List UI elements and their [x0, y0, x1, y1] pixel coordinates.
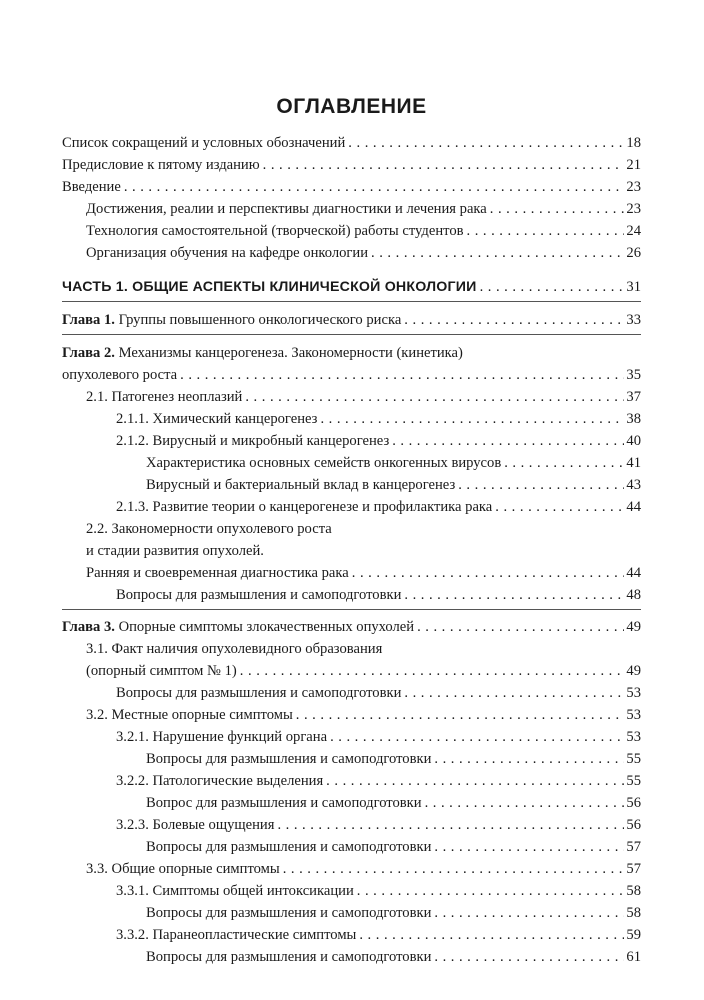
- page-number: 21: [626, 157, 641, 173]
- toc-entry-questions-3-2-3[interactable]: Вопросы для размышления и самоподготовки . . . 57: [146, 836, 641, 858]
- toc-heading: ОГЛАВЛЕНИЕ: [276, 95, 427, 118]
- toc-entry-3-3-2[interactable]: 3.3.2. Паранеопластические симптомы . . . 59: [116, 924, 641, 946]
- toc-entry-chapter-2[interactable]: опухолевого роста . . . 35: [62, 364, 641, 386]
- toc-entry-questions-3-3-1[interactable]: Вопросы для размышления и самоподготовки . . . 58: [146, 902, 641, 924]
- toc-entry-2-1[interactable]: 2.1. Патогенез неоплазий . . . 37: [86, 386, 641, 408]
- page-number: 57: [626, 839, 641, 855]
- toc-entry-chapter-2-title[interactable]: Глава 2. Механизмы канцерогенеза. Закономерности (кинетика): [62, 345, 463, 361]
- toc-entry-2-2[interactable]: Ранняя и своевременная диагностика рака . . . 44: [86, 562, 641, 584]
- page-number: 43: [626, 477, 641, 493]
- leader-dots: [504, 452, 624, 474]
- page-number: 58: [626, 883, 641, 899]
- toc-entry-technology[interactable]: Технология самостоятельной (творческой) работы студентов . . . 24: [86, 220, 641, 242]
- toc-entry-3-1[interactable]: (опорный симптом № 1) . . . 49: [86, 660, 641, 682]
- page-number: 44: [626, 565, 641, 581]
- page-number: 33: [626, 312, 641, 328]
- page-number: 49: [626, 663, 641, 679]
- leader-dots: [467, 220, 625, 242]
- toc-entry-questions-2[interactable]: Вопросы для размышления и самоподготовки . . . 48: [116, 584, 641, 606]
- page-number: 37: [626, 389, 641, 405]
- toc-entry-2-1-2-a[interactable]: Характеристика основных семейств онкогенных вирусов . . . 41: [146, 452, 641, 474]
- leader-dots: [434, 946, 624, 968]
- toc-entry-3-2-1[interactable]: 3.2.1. Нарушение функций органа . . . 53: [116, 726, 641, 748]
- divider: [62, 334, 641, 335]
- leader-dots: [359, 924, 624, 946]
- page-number: 49: [626, 619, 641, 635]
- page-number: 55: [626, 751, 641, 767]
- page-number: 40: [626, 433, 641, 449]
- page-number: 53: [626, 685, 641, 701]
- page-number: 48: [626, 587, 641, 603]
- leader-dots: [283, 858, 625, 880]
- toc-entry-3-1-title[interactable]: 3.1. Факт наличия опухолевидного образования: [86, 641, 383, 657]
- page-number: 55: [626, 773, 641, 789]
- leader-dots: [320, 408, 624, 430]
- page-number: 56: [626, 795, 641, 811]
- page-number: 31: [626, 279, 641, 295]
- toc-entry-2-1-2[interactable]: 2.1.2. Вирусный и микробный канцерогенез . . . 40: [116, 430, 641, 452]
- toc-entry-questions-3-3-2[interactable]: Вопросы для размышления и самоподготовки . . . 61: [146, 946, 641, 968]
- leader-dots: [490, 198, 625, 220]
- leader-dots: [417, 616, 624, 638]
- leader-dots: [495, 496, 624, 518]
- divider: [62, 609, 641, 610]
- leader-dots: [245, 386, 624, 408]
- leader-dots: [348, 132, 624, 154]
- leader-dots: [392, 430, 624, 452]
- page-number: 41: [626, 455, 641, 471]
- chapter-label: Глава 2.: [62, 345, 115, 361]
- leader-dots: [180, 364, 624, 386]
- leader-dots: [458, 474, 624, 496]
- leader-dots: [404, 309, 624, 331]
- leader-dots: [277, 814, 624, 836]
- chapter-label: Глава 3.: [62, 619, 115, 635]
- page-number: 53: [626, 729, 641, 745]
- leader-dots: [434, 748, 624, 770]
- toc-entry-2-2-title[interactable]: 2.2. Закономерности опухолевого роста: [86, 521, 332, 537]
- toc-entry-abbreviations[interactable]: Список сокращений и условных обозначений . . . 18: [62, 132, 641, 154]
- chapter-label: Глава 1.: [62, 312, 115, 328]
- leader-dots: [480, 276, 625, 298]
- toc-entry-2-1-2-b[interactable]: Вирусный и бактериальный вклад в канцерогенез . . . 43: [146, 474, 641, 496]
- toc-entry-preface[interactable]: Предисловие к пятому изданию . . . 21: [62, 154, 641, 176]
- toc-entry-chapter-3[interactable]: Глава 3. Опорные симптомы злокачественных опухолей . . . 49: [62, 616, 641, 638]
- page-number: 57: [626, 861, 641, 877]
- toc-entry-3-3-1[interactable]: 3.3.1. Симптомы общей интоксикации . . . 58: [116, 880, 641, 902]
- leader-dots: [371, 242, 624, 264]
- page-number: 26: [626, 245, 641, 261]
- leader-dots: [124, 176, 625, 198]
- toc-page: [62, 0, 641, 1000]
- page-number: 24: [626, 223, 641, 239]
- toc-entry-2-1-3[interactable]: 2.1.3. Развитие теории о канцерогенезе и профилактика рака . . . 44: [116, 496, 641, 518]
- leader-dots: [352, 562, 625, 584]
- page-number: 58: [626, 905, 641, 921]
- divider: [62, 301, 641, 302]
- leader-dots: [425, 792, 625, 814]
- toc-entry-2-1-1[interactable]: 2.1.1. Химический канцерогенез . . . 38: [116, 408, 641, 430]
- leader-dots: [263, 154, 625, 176]
- leader-dots: [330, 726, 624, 748]
- leader-dots: [240, 660, 625, 682]
- leader-dots: [404, 584, 624, 606]
- leader-dots: [404, 682, 624, 704]
- page-number: 35: [626, 367, 641, 383]
- leader-dots: [434, 836, 624, 858]
- toc-entry-questions-3-2-1[interactable]: Вопросы для размышления и самоподготовки . . . 55: [146, 748, 641, 770]
- page-number: 53: [626, 707, 641, 723]
- page-number: 44: [626, 499, 641, 515]
- leader-dots: [357, 880, 625, 902]
- toc-entry-organization[interactable]: Организация обучения на кафедре онкологии . . . 26: [86, 242, 641, 264]
- page-number: 23: [626, 179, 641, 195]
- page-number: 23: [626, 201, 641, 217]
- toc-entry-3-3[interactable]: 3.3. Общие опорные симптомы . . . 57: [86, 858, 641, 880]
- toc-entry-chapter-1[interactable]: Глава 1. Группы повышенного онкологического риска . . . 33: [62, 309, 641, 331]
- toc-entry-2-2-title-cont[interactable]: и стадии развития опухолей.: [86, 543, 264, 559]
- toc-entry-3-2-2[interactable]: 3.2.2. Патологические выделения . . . 55: [116, 770, 641, 792]
- leader-dots: [434, 902, 624, 924]
- toc-entry-part1[interactable]: ЧАСТЬ 1. ОБЩИЕ АСПЕКТЫ КЛИНИЧЕСКОЙ ОНКОЛОГИИ . . . 31: [62, 276, 641, 298]
- toc-entry-achievements[interactable]: Достижения, реалии и перспективы диагностики и лечения рака . . . 23: [86, 198, 641, 220]
- toc-entry-questions-3-1[interactable]: Вопросы для размышления и самоподготовки . . . 53: [116, 682, 641, 704]
- toc-entry-3-2[interactable]: 3.2. Местные опорные симптомы . . . 53: [86, 704, 641, 726]
- toc-entry-intro[interactable]: Введение . . . 23: [62, 176, 641, 198]
- leader-dots: [326, 770, 624, 792]
- page-number: 59: [626, 927, 641, 943]
- leader-dots: [296, 704, 625, 726]
- page-number: 61: [626, 949, 641, 965]
- page-number: 18: [626, 135, 641, 151]
- toc-entry-3-2-3[interactable]: 3.2.3. Болевые ощущения . . . 56: [116, 814, 641, 836]
- toc-entry-questions-3-2-2[interactable]: Вопрос для размышления и самоподготовки . . . 56: [146, 792, 641, 814]
- page-number: 56: [626, 817, 641, 833]
- page-number: 38: [626, 411, 641, 427]
